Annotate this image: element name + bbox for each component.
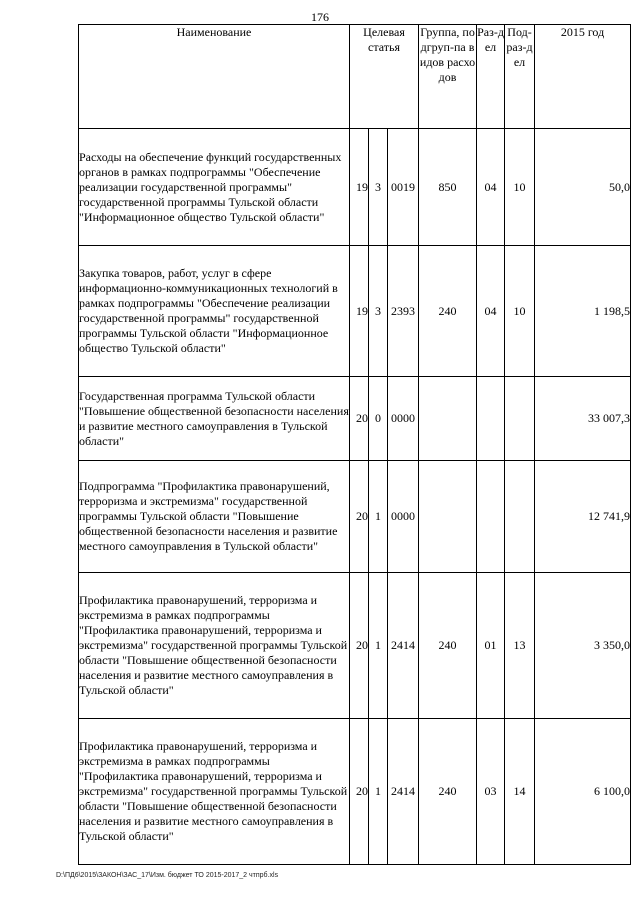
row-group: 240 [419,719,477,865]
row-section: 03 [477,719,505,865]
row-code-3: 2414 [388,719,419,865]
row-section: 04 [477,246,505,377]
row-amount: 3 350,0 [535,573,631,719]
table-row [79,129,631,246]
row-amount: 6 100,0 [535,719,631,865]
row-code-2: 3 [369,129,388,246]
row-section: 04 [477,129,505,246]
row-name: Закупка товаров, работ, услуг в сфере информационно-коммуникационных технологий в рамках подпрограммы "Обеспечение реализации государственной программы" государственной программы Тульской области "Информационное общество Тульской области" [79,246,350,377]
row-code-1: 20 [350,719,369,865]
page-number: 176 [311,10,329,24]
row-group [419,461,477,573]
row-subsection [505,377,535,461]
header-section: Раз-дел [477,25,505,129]
row-name: Расходы на обеспечение функций государственных органов в рамках подпрограммы "Обеспечение реализации государственной программы" государственной программы Тульской области "Информационное общество Тульской области" [79,129,350,246]
row-group: 240 [419,246,477,377]
row-code-1: 20 [350,573,369,719]
row-amount: 33 007,3 [535,377,631,461]
row-amount: 1 198,5 [535,246,631,377]
row-code-1: 19 [350,129,369,246]
row-name: Профилактика правонарушений, терроризма и экстремизма в рамках подпрограммы "Профилактика правонарушений, терроризма и экстремизма" государственной программы Тульской области "Повышение общественной безопасности населения и развитие местного самоуправления в Тульской области" [79,573,350,719]
row-code-3: 0019 [388,129,419,246]
row-name: Государственная программа Тульской области "Повышение общественной безопасности населения и развитие местного самоуправления в Тульской области" [79,377,350,461]
file-path-footer: D:\ПД6\2015\ЗАКОН\ЗАС_17\Изм. бюджет ТО 2015-2017_2 чтпрб.xls [56,872,279,879]
row-name: Профилактика правонарушений, терроризма и экстремизма в рамках подпрограммы "Профилактика правонарушений, терроризма и экстремизма" государственной программы Тульской области "Повышение общественной безопасности населения и развитие местного самоуправления в Тульской области" [79,719,350,865]
header-name: Наименование [79,25,350,129]
table-row [79,719,631,865]
row-code-2: 1 [369,573,388,719]
header-group: Группа, подгруп-па видов расходов [419,25,477,129]
row-code-3: 0000 [388,461,419,573]
row-subsection: 13 [505,573,535,719]
row-subsection: 10 [505,129,535,246]
row-section [477,461,505,573]
row-name: Подпрограмма "Профилактика правонарушений, терроризма и экстремизма" государственной программы Тульской области "Повышение общественной безопасности населения и развитие местного самоуправления в Тульской области" [79,461,350,573]
row-subsection: 14 [505,719,535,865]
row-code-3: 0000 [388,377,419,461]
row-group [419,377,477,461]
header-subsection: Под-раз-дел [505,25,535,129]
row-code-2: 3 [369,246,388,377]
row-code-3: 2414 [388,573,419,719]
table-row [79,246,631,377]
table-row [79,573,631,719]
table-row [79,461,631,573]
row-code-1: 20 [350,461,369,573]
row-code-2: 1 [369,719,388,865]
row-code-3: 2393 [388,246,419,377]
header-row [79,25,631,129]
row-section [477,377,505,461]
row-group: 850 [419,129,477,246]
row-subsection: 10 [505,246,535,377]
row-subsection [505,461,535,573]
row-code-2: 0 [369,377,388,461]
row-code-1: 19 [350,246,369,377]
row-amount: 50,0 [535,129,631,246]
header-target-article: Целевая статья [350,25,419,129]
table-row [79,377,631,461]
row-code-2: 1 [369,461,388,573]
row-amount: 12 741,9 [535,461,631,573]
row-group: 240 [419,573,477,719]
row-code-1: 20 [350,377,369,461]
row-section: 01 [477,573,505,719]
budget-table [78,24,631,865]
header-year: 2015 год [535,25,631,129]
